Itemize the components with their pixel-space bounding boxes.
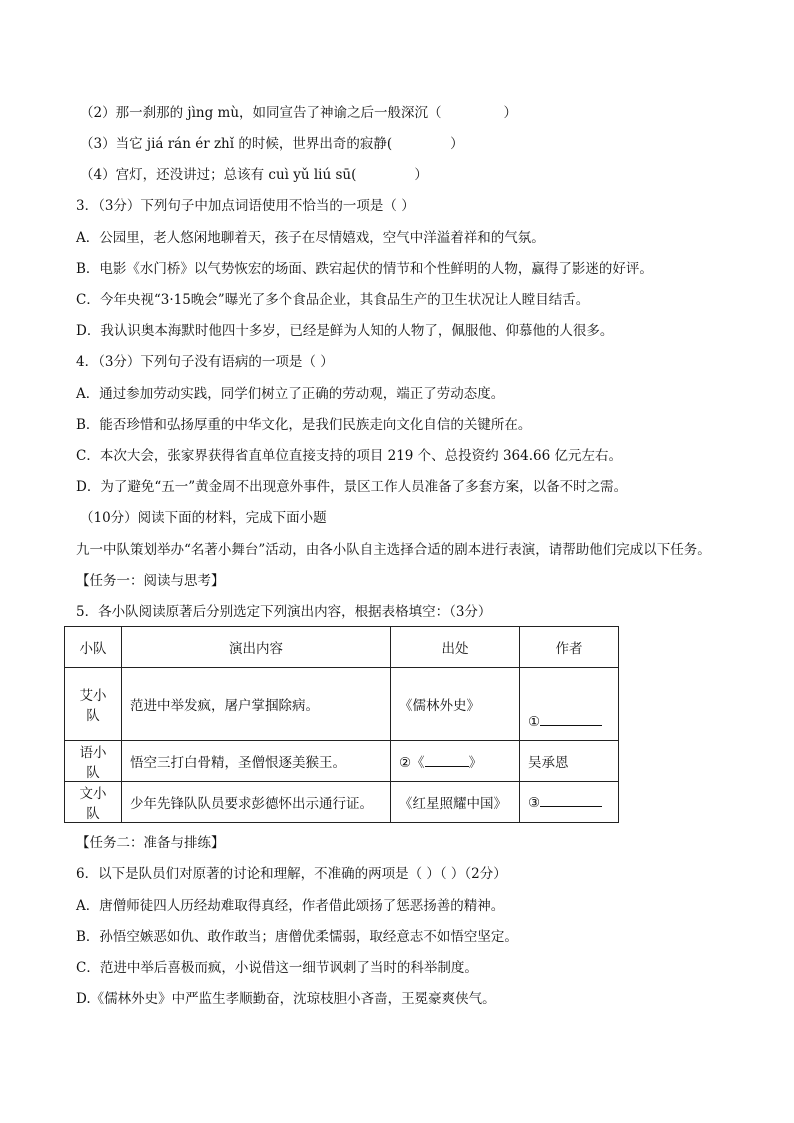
header-content: 演出内容 — [122, 627, 391, 668]
q3-option-c: C．今年央视“3·15晚会”曝光了多个食品企业，其食品生产的卫生状况让人瞠目结舌。 — [76, 292, 590, 308]
author-cell: 吴承恩 — [520, 741, 619, 782]
header-author: 作者 — [520, 627, 619, 668]
q6-option-d: D.《儒林外史》中严监生孝顺勤奋，沈琼枝胆小吝啬，王冕豪爽侠气。 — [76, 991, 496, 1007]
q6-stem: 6．以下是队员们对原著的讨论和理解，不准确的两项是（ ）（ ）（2分） — [76, 866, 507, 882]
answer-blank-3[interactable] — [540, 794, 602, 807]
source-cell: 《红星照耀中国》 — [391, 782, 520, 823]
table-row — [65, 782, 619, 823]
table-row — [65, 741, 619, 782]
answer-blank-1[interactable] — [540, 713, 602, 726]
team-cell: 语小队 — [65, 741, 122, 782]
header-team: 小队 — [65, 627, 122, 668]
q5-table — [64, 626, 619, 823]
q6-option-a: A．唐僧师徒四人历经劫难取得真经，作者借此颂扬了惩恶扬善的精神。 — [76, 898, 505, 914]
team-cell: 文小队 — [65, 782, 122, 823]
q6-option-b: B．孙悟空嫉恶如仇、敢作敢当；唐僧优柔懦弱，取经意志不如悟空坚定。 — [76, 929, 518, 945]
answer-blank-2[interactable] — [425, 754, 469, 767]
task-two-heading: 【任务二：准备与排练】 — [76, 835, 225, 851]
q3-stem: 3．（3分）下列句子中加点词语使用不恰当的一项是（ ） — [76, 198, 415, 214]
team-cell: 艾小队 — [65, 668, 122, 741]
author-blank-cell[interactable]: ① — [520, 668, 619, 741]
q3-option-b: B．电影《水门桥》以气势恢宏的场面、跌宕起伏的情节和个性鲜明的人物，赢得了影迷的好评。 — [76, 261, 653, 277]
q2-sub4: （4）宫灯，还没讲过；总该有 cuì yǔ liú sū( ） — [80, 167, 428, 183]
reading-context: 九一中队策划举办“名著小舞台”活动，由各小队自主选择合适的剧本进行表演，请帮助他们完成以下任务。 — [76, 542, 711, 558]
header-source: 出处 — [391, 627, 520, 668]
task-one-heading: 【任务一：阅读与思考】 — [76, 573, 225, 589]
q4-option-d: D．为了避免“五一”黄金周不出现意外事件，景区工作人员准备了多套方案，以备不时之需。 — [76, 479, 628, 495]
content-cell: 范进中举发疯，屠户掌掴除病。 — [122, 668, 391, 741]
reading-intro: （10分）阅读下面的材料，完成下面小题 — [80, 510, 327, 526]
q3-option-d: D．我认识奥本海默时他四十多岁，已经是鲜为人知的人物了，佩服他、仰慕他的人很多。 — [76, 323, 614, 339]
q6-option-c: C．范进中举后喜极而疯，小说借这一细节讽刺了当时的科举制度。 — [76, 960, 478, 976]
table-row — [65, 668, 619, 741]
q5-stem: 5．各小队阅读原著后分别选定下列演出内容，根据表格填空：（3分） — [76, 604, 492, 620]
q2-sub2: （2）那一刹那的 jìng mù，如同宣告了神谕之后一般深沉（ ） — [80, 105, 518, 121]
q3-option-a: A．公园里，老人悠闲地聊着天，孩子在尽情嬉戏，空气中洋溢着祥和的气氛。 — [76, 230, 545, 246]
source-cell: 《儒林外史》 — [391, 668, 520, 741]
q2-sub3: （3）当它 jiá rán ér zhǐ 的时候，世界出奇的寂静( ） — [80, 136, 464, 152]
table-header-row — [65, 627, 619, 668]
source-blank-cell[interactable]: ②《 》 — [391, 741, 520, 782]
author-blank-cell[interactable]: ③ — [520, 782, 619, 823]
q4-option-b: B．能否珍惜和弘扬厚重的中华文化，是我们民族走向文化自信的关键所在。 — [76, 417, 532, 433]
q4-option-a: A．通过参加劳动实践，同学们树立了正确的劳动观，端正了劳动态度。 — [76, 386, 505, 402]
q4-option-c: C．本次大会，张家界获得省直单位直接支持的项目 219 个、总投资约 364.66 亿元左右。 — [76, 448, 622, 464]
content-cell: 少年先锋队队员要求彭德怀出示通行证。 — [122, 782, 391, 823]
q4-stem: 4．（3分）下列句子没有语病的一项是（ ） — [76, 354, 334, 370]
content-cell: 悟空三打白骨精，圣僧恨逐美猴王。 — [122, 741, 391, 782]
